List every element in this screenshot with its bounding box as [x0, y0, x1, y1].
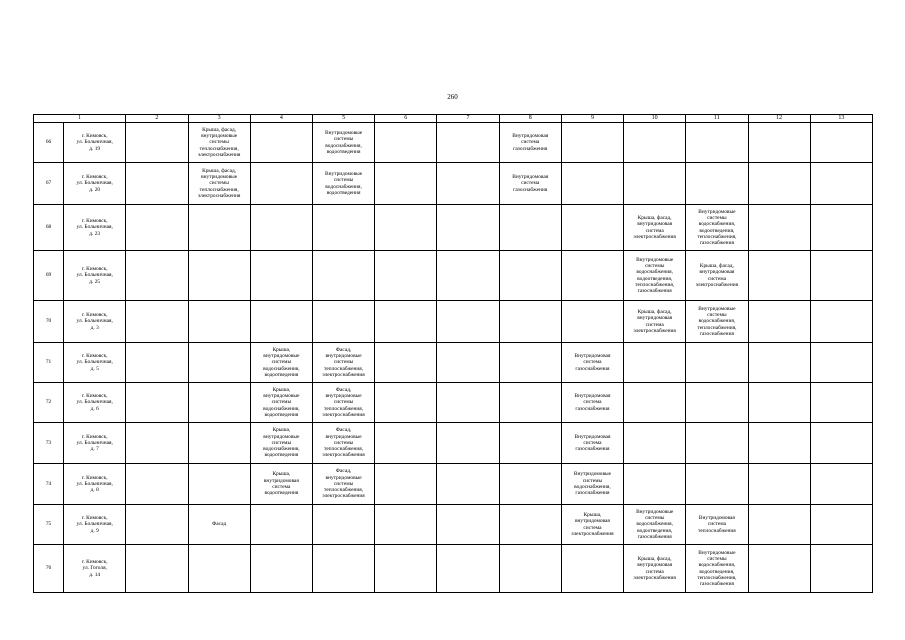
table-cell — [437, 163, 499, 205]
table-cell: Крыша, фасад, внутридомовые системы теплоснабжения, электроснабжения — [188, 163, 250, 205]
table-cell — [437, 123, 499, 163]
table-cell: Внутридомовые системы водоснабжения, водоотведения — [312, 123, 374, 163]
header-row — [34, 115, 873, 123]
table-cell: Крыша, внутридомовые системы водоснабжения, водоотведения — [250, 423, 312, 464]
table-cell — [188, 251, 250, 301]
address-cell: г. Кимовск, ул. Больничная, д. 3 — [64, 301, 126, 343]
table-cell — [375, 464, 437, 505]
table-cell: Внутридомовые системы водоснабжения, водоотведения, газоснабжения — [624, 505, 686, 545]
table-cell — [375, 301, 437, 343]
table-cell — [748, 163, 810, 205]
table-cell — [188, 423, 250, 464]
table-cell — [499, 343, 561, 383]
table-cell — [188, 205, 250, 251]
table-cell — [437, 205, 499, 251]
table-cell — [375, 343, 437, 383]
table-cell: Фасад, внутридомовые системы теплоснабжения, электроснабжения — [312, 383, 374, 423]
row-number: 66 — [34, 123, 64, 163]
address-cell: г. Кимовск, ул. Больничная, д. 23 — [64, 205, 126, 251]
table-row — [34, 251, 873, 301]
row-number: 69 — [34, 251, 64, 301]
table-row — [34, 423, 873, 464]
table-cell — [250, 123, 312, 163]
row-number: 68 — [34, 205, 64, 251]
table-cell — [561, 251, 623, 301]
table-cell — [810, 251, 872, 301]
row-number: 70 — [34, 301, 64, 343]
address-cell: г. Кимовск, ул. Больничная, д. 9 — [64, 505, 126, 545]
column-header: 5 — [312, 115, 374, 123]
table-cell — [499, 301, 561, 343]
table-cell: Внутридомовая система теплоснабжения — [686, 505, 748, 545]
address-cell: г. Кимовск, ул. Больничная, д. 6 — [64, 383, 126, 423]
row-number: 76 — [34, 545, 64, 593]
address-cell: г. Кимовск, ул. Больничная, д. 8 — [64, 464, 126, 505]
column-header: 11 — [686, 115, 748, 123]
table-row — [34, 343, 873, 383]
table-cell — [126, 163, 188, 205]
table-cell — [499, 251, 561, 301]
table-cell: Фасад, внутридомовые системы теплоснабжения, электроснабжения — [312, 464, 374, 505]
table-row — [34, 545, 873, 593]
table-cell — [499, 505, 561, 545]
column-header: 8 — [499, 115, 561, 123]
table-cell — [686, 423, 748, 464]
table-cell — [188, 383, 250, 423]
table-cell — [810, 163, 872, 205]
table-cell: Внутридомовая система газоснабжения — [561, 343, 623, 383]
table-cell — [437, 423, 499, 464]
table-cell: Внутридомовые системы водоснабжения, теплоснабжения, газоснабжения — [686, 301, 748, 343]
table-cell — [561, 545, 623, 593]
address-cell: г. Кимовск, ул. Больничная, д. 25 — [64, 251, 126, 301]
address-cell: г. Кимовск, ул. Больничная, д. 20 — [64, 163, 126, 205]
table-cell — [312, 205, 374, 251]
table-cell — [250, 251, 312, 301]
table-cell: Внутридомовые системы водоснабжения, водоотведения — [312, 163, 374, 205]
table-cell — [561, 123, 623, 163]
table-cell — [437, 464, 499, 505]
table-cell — [561, 301, 623, 343]
table-cell — [375, 251, 437, 301]
row-number: 72 — [34, 383, 64, 423]
table-cell — [686, 383, 748, 423]
table-row — [34, 205, 873, 251]
table-row — [34, 505, 873, 545]
column-header: 7 — [437, 115, 499, 123]
row-number: 73 — [34, 423, 64, 464]
table-cell — [126, 464, 188, 505]
table-cell — [748, 383, 810, 423]
table-row — [34, 123, 873, 163]
table-cell — [126, 301, 188, 343]
table-cell — [810, 464, 872, 505]
table-cell — [188, 343, 250, 383]
table-cell — [499, 205, 561, 251]
table-cell — [624, 163, 686, 205]
table-cell — [250, 545, 312, 593]
table-cell — [126, 383, 188, 423]
table-cell: Крыша, внутридомовая система водоотведения — [250, 464, 312, 505]
table-cell: Крыша, фасад, внутридомовая система электроснабжения — [624, 301, 686, 343]
table-cell — [748, 545, 810, 593]
table-row — [34, 383, 873, 423]
table-cell: Крыша, фасад, внутридомовые системы теплоснабжения, электроснабжения — [188, 123, 250, 163]
table-cell: Фасад, внутридомовые системы теплоснабжения, электроснабжения — [312, 423, 374, 464]
table-cell — [126, 423, 188, 464]
table-cell — [624, 423, 686, 464]
table-cell — [188, 301, 250, 343]
table-cell — [624, 383, 686, 423]
address-cell: г. Кимовск, ул. Больничная, д. 19 — [64, 123, 126, 163]
table-cell — [810, 423, 872, 464]
table-cell — [375, 545, 437, 593]
table-cell — [437, 505, 499, 545]
table-cell — [126, 545, 188, 593]
column-header: 3 — [188, 115, 250, 123]
table-cell — [748, 251, 810, 301]
table-cell — [188, 464, 250, 505]
address-cell: г. Кимовск, ул. Больничная, д. 5 — [64, 343, 126, 383]
table-cell — [624, 464, 686, 505]
table-cell — [375, 163, 437, 205]
table-cell — [126, 251, 188, 301]
table-cell — [312, 301, 374, 343]
table-cell: Крыша, фасад, внутридомовая система электроснабжения — [624, 545, 686, 593]
column-header: 9 — [561, 115, 623, 123]
table-cell — [375, 383, 437, 423]
table-cell — [312, 505, 374, 545]
page-number: 260 — [447, 93, 458, 101]
column-header: 12 — [748, 115, 810, 123]
table-cell — [126, 343, 188, 383]
table-cell: Крыша, внутридомовая система электроснабжения — [561, 505, 623, 545]
table-cell — [126, 505, 188, 545]
table-row — [34, 163, 873, 205]
table-cell — [312, 251, 374, 301]
table-cell: Внутридомовая система газоснабжения — [499, 123, 561, 163]
table-cell: Фасад, внутридомовые системы теплоснабжения, электроснабжения — [312, 343, 374, 383]
column-header: 1 — [34, 115, 126, 123]
table-cell: Внутридомовые системы водоснабжения, водоотведения, теплоснабжения, газоснабжения — [686, 545, 748, 593]
table-cell — [810, 545, 872, 593]
table-cell — [126, 123, 188, 163]
table-cell — [312, 545, 374, 593]
table-cell — [810, 301, 872, 343]
table-cell — [686, 343, 748, 383]
table-cell — [686, 464, 748, 505]
row-number: 71 — [34, 343, 64, 383]
table-cell: Внутридомовые системы водоснабжения, водоотведения, теплоснабжения, газоснабжения — [624, 251, 686, 301]
table-cell: Внутридомовые системы водоснабжения, газоснабжения — [561, 464, 623, 505]
table-row — [34, 464, 873, 505]
table-cell — [437, 545, 499, 593]
table-cell — [375, 205, 437, 251]
table-cell — [437, 301, 499, 343]
column-header: 13 — [810, 115, 872, 123]
table-cell — [561, 163, 623, 205]
table-cell — [686, 123, 748, 163]
table-cell: Внутридомовая система газоснабжения — [499, 163, 561, 205]
table-cell — [748, 343, 810, 383]
table-cell — [810, 123, 872, 163]
column-header: 4 — [250, 115, 312, 123]
column-header: 10 — [624, 115, 686, 123]
row-number: 75 — [34, 505, 64, 545]
table-cell — [437, 383, 499, 423]
table-cell: Внутридомовая система газоснабжения — [561, 383, 623, 423]
table-cell — [748, 464, 810, 505]
table-cell: Крыша, фасад, внутридомовая система электроснабжения — [686, 251, 748, 301]
table-cell — [375, 505, 437, 545]
table-cell — [250, 205, 312, 251]
table-cell — [624, 123, 686, 163]
table-cell — [126, 205, 188, 251]
table-cell — [810, 383, 872, 423]
table-cell — [748, 301, 810, 343]
table-cell — [499, 545, 561, 593]
table-cell — [188, 545, 250, 593]
table-cell — [437, 343, 499, 383]
table-cell — [810, 343, 872, 383]
table-cell — [748, 423, 810, 464]
table-cell: Внутридомовые системы водоснабжения, водоотведения, теплоснабжения, газоснабжения — [686, 205, 748, 251]
table-cell — [561, 205, 623, 251]
table-cell — [624, 343, 686, 383]
table-cell: Крыша, внутридомовые системы водоснабжения, водоотведения — [250, 383, 312, 423]
table-cell: Фасад — [188, 505, 250, 545]
table-cell — [375, 423, 437, 464]
table-cell: Внутридомовая система газоснабжения — [561, 423, 623, 464]
row-number: 67 — [34, 163, 64, 205]
repair-schedule-table — [33, 114, 873, 593]
address-cell: г. Кимовск, ул. Больничная, д. 7 — [64, 423, 126, 464]
row-number: 74 — [34, 464, 64, 505]
table-cell — [686, 163, 748, 205]
table-cell — [250, 301, 312, 343]
table-cell — [810, 205, 872, 251]
table-cell: Крыша, внутридомовые системы водоснабжения, водоотведения — [250, 343, 312, 383]
column-header: 2 — [126, 115, 188, 123]
table-cell — [437, 251, 499, 301]
table-cell — [499, 423, 561, 464]
table-cell — [810, 505, 872, 545]
table-row — [34, 301, 873, 343]
table-cell — [499, 464, 561, 505]
table-cell — [250, 505, 312, 545]
address-cell: г. Кимовск, ул. Гоголя, д. 14 — [64, 545, 126, 593]
table-cell — [250, 163, 312, 205]
table-cell — [748, 205, 810, 251]
table-cell — [499, 383, 561, 423]
table-cell: Крыша, фасад, внутридомовая система электроснабжения — [624, 205, 686, 251]
table-cell — [375, 123, 437, 163]
table-cell — [748, 505, 810, 545]
column-header: 6 — [375, 115, 437, 123]
table-cell — [748, 123, 810, 163]
